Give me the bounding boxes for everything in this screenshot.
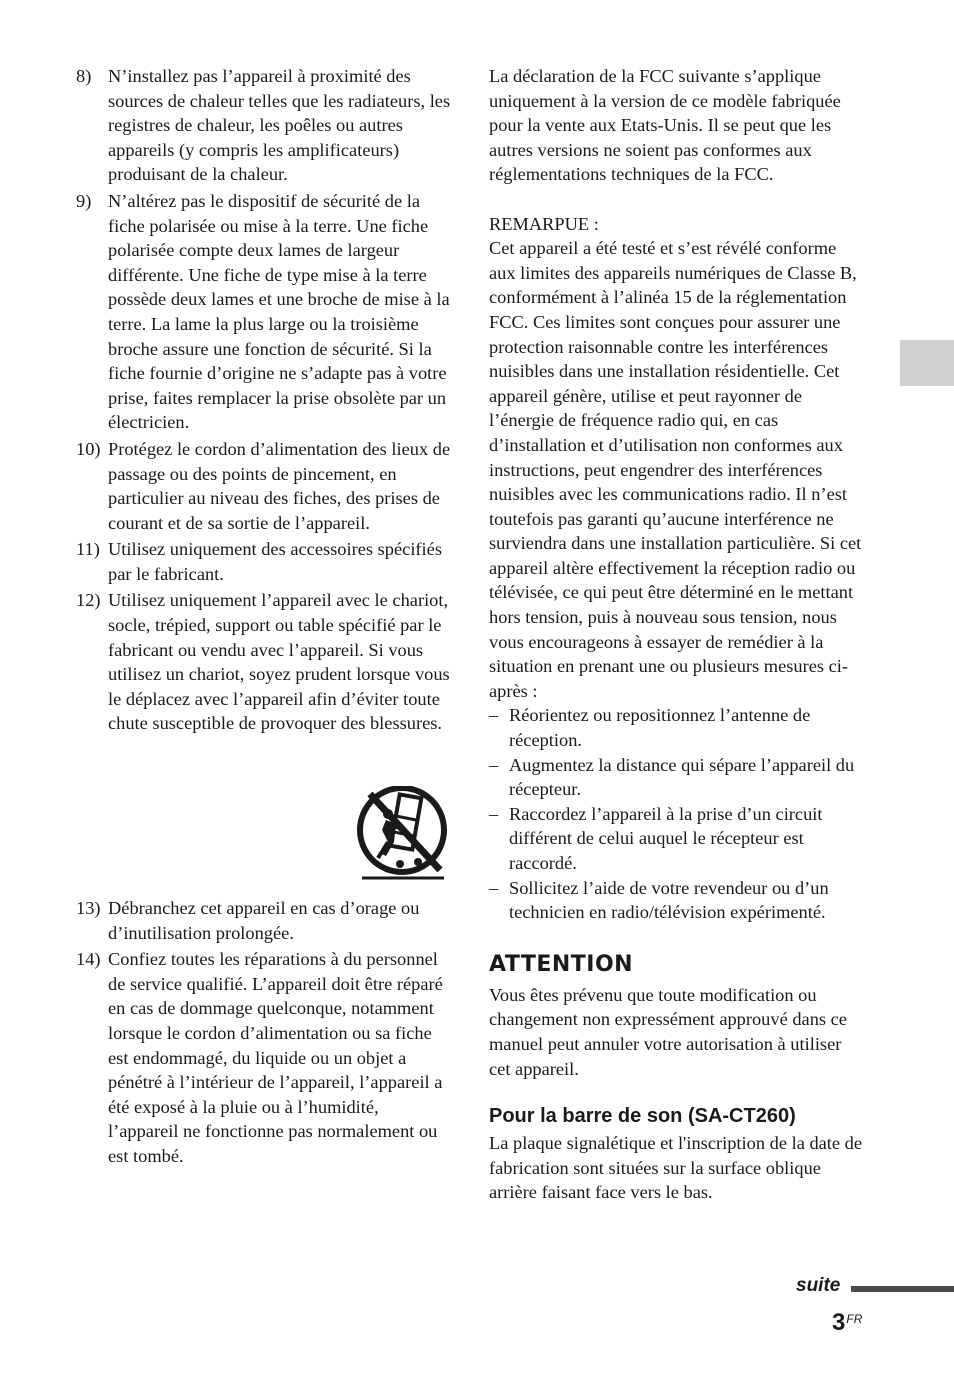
item-number: 13) <box>76 898 101 918</box>
page-language: FR <box>846 1312 863 1326</box>
section-tab-marker <box>900 340 954 386</box>
measure-text: Raccordez l’appareil à la prise d’un circuit différent de celui auquel le récepteur est raccordé. <box>509 803 823 873</box>
measure-item: – Sollicitez l’aide de votre revendeur ou d’un technicien en radio/télévision expérimenté. <box>489 877 829 923</box>
list-item <box>76 437 452 535</box>
measure-text: Réorientez ou repositionnez l’antenne de réception. <box>509 705 811 751</box>
measure-text: Sollicitez l’aide de votre revendeur ou d’un technicien en radio/télévision expérimenté. <box>509 877 829 923</box>
left-column <box>76 64 452 738</box>
item-number: 8) <box>76 66 92 86</box>
measure-item: – Raccordez l’appareil à la prise d’un circuit différent de celui auquel le récepteur est raccordé. <box>489 803 823 873</box>
item-number: 11) <box>76 539 100 560</box>
item-text: Utilisez uniquement des accessoires spécifiés par le fabricant. <box>108 539 442 584</box>
list-item <box>76 947 452 1168</box>
soundbar-heading: Pour la barre de son (SA-CT260) <box>489 1105 796 1128</box>
cart-tip-over-warning-icon <box>352 786 452 882</box>
item-text: Protégez le cordon d’alimentation des lieux de passage ou des points de pincement, en particulier au niveau des fiches, des prises de courant et de sa sortie de l’appareil. <box>108 438 451 533</box>
continued-label: suite <box>796 1275 841 1296</box>
page-number <box>832 1309 862 1337</box>
measure-item: – Réorientez ou repositionnez l’antenne de réception. <box>489 705 811 751</box>
list-item <box>76 588 452 736</box>
item-text: Utilisez uniquement l’appareil avec le chariot, socle, trépied, support ou table spécifié par le fabricant ou vendu avec l’appareil. Si vous utilisez un chariot, soyez prudent lorsque vous le déplacez avec l’appareil afin d’éviter toute chute susceptible de provoquer des blessures. <box>108 590 450 734</box>
page-number-value: 3 <box>832 1309 846 1336</box>
item-number: 10) <box>76 438 101 459</box>
list-item <box>76 64 452 187</box>
right-column <box>489 64 867 1205</box>
measure-text: Augmentez la distance qui sépare l’appareil du récepteur. <box>509 754 855 800</box>
item-number: 14) <box>76 949 101 970</box>
item-text: Débranchez cet appareil en cas d’orage ou d’inutilisation prolongée. <box>108 898 420 943</box>
left-column-continued <box>76 896 452 1171</box>
list-item <box>76 537 452 586</box>
item-number: 9) <box>76 190 92 211</box>
item-text: Confiez toutes les réparations à du personnel de service qualifié. L’appareil doit être réparé en cas de dommage quelconque, notamment lorsque le cordon d’alimentation ou sa fiche est endommagé, du liquide ou un objet a pénétré à l’intérieur de l’appareil, l’appareil a été exposé à la pluie ou à l’humidité, l’appareil ne fonctionne pas normalement ou est tombé. <box>108 949 443 1166</box>
attention-paragraph: Vous êtes prévenu que toute modification ou changement non expressément approuvé dans ce manuel peut annuler votre autorisation à utiliser cet appareil. <box>489 984 847 1079</box>
remark-label: REMARPUE : <box>489 213 599 234</box>
measure-item: – Augmentez la distance qui sépare l’appareil du récepteur. <box>489 754 855 800</box>
list-item <box>76 189 452 435</box>
item-text: N’altérez pas le dispositif de sécurité de la fiche polarisée ou mise à la terre. Une fiche polarisée compte deux lames de largeur différente. Une fiche de type mise à la terre possède deux lames et une broche de mise à la terre. La lame la plus large ou la troisième broche assure une fonction de sécurité. Si la fiche fournie d’origine ne s’adapte pas à votre prise, faites remplacer la prise obsolète par un électricien. <box>108 190 450 433</box>
soundbar-paragraph: La plaque signalétique et l'inscription de la date de fabrication sont situées sur la surface oblique arrière faisant face vers le bas. <box>489 1133 863 1203</box>
attention-heading: ATTENTION <box>489 951 634 977</box>
remark-paragraph: Cet appareil a été testé et s’est révélé conforme aux limites des appareils numériques de Classe B, conformément à l’alinéa 15 de la réglementation FCC. Ces limites sont conçues pour assurer une protection raisonnable contre les interférences nuisibles dans une installation résidentielle. Cet appareil génère, utilise et peut rayonner de l’énergie de fréquence radio qui, en cas d’installation et d’utilisation non conformes aux instructions, peut engendrer des interférences nuisibles avec les communications radio. Il n’est toutefois pas garanti qu’aucune interférence ne surviendra dans une installation particulière. Si cet appareil altère effectivement la réception radio ou télévisée, ce qui peut être déterminé en le mettant hors tension, puis à nouveau sous tension, nous vous encourageons à essayer de remédier à la situation en prenant une ou plusieurs mesures ci-après : <box>489 238 862 701</box>
item-number: 12) <box>76 590 101 611</box>
fcc-intro-paragraph: La déclaration de la FCC suivante s’applique uniquement à la version de ce modèle fabriquée pour la vente aux Etats-Unis. Il se peut que les autres versions ne soient pas conformes aux réglementations techniques de la FCC. <box>489 66 841 185</box>
continued-bar <box>851 1286 954 1292</box>
list-item <box>76 896 452 945</box>
item-text: N’installez pas l’appareil à proximité des sources de chaleur telles que les radiateurs, les registres de chaleur, les poêles ou autres appareils (y compris les amplificateurs) produisant de la chaleur. <box>108 66 451 185</box>
